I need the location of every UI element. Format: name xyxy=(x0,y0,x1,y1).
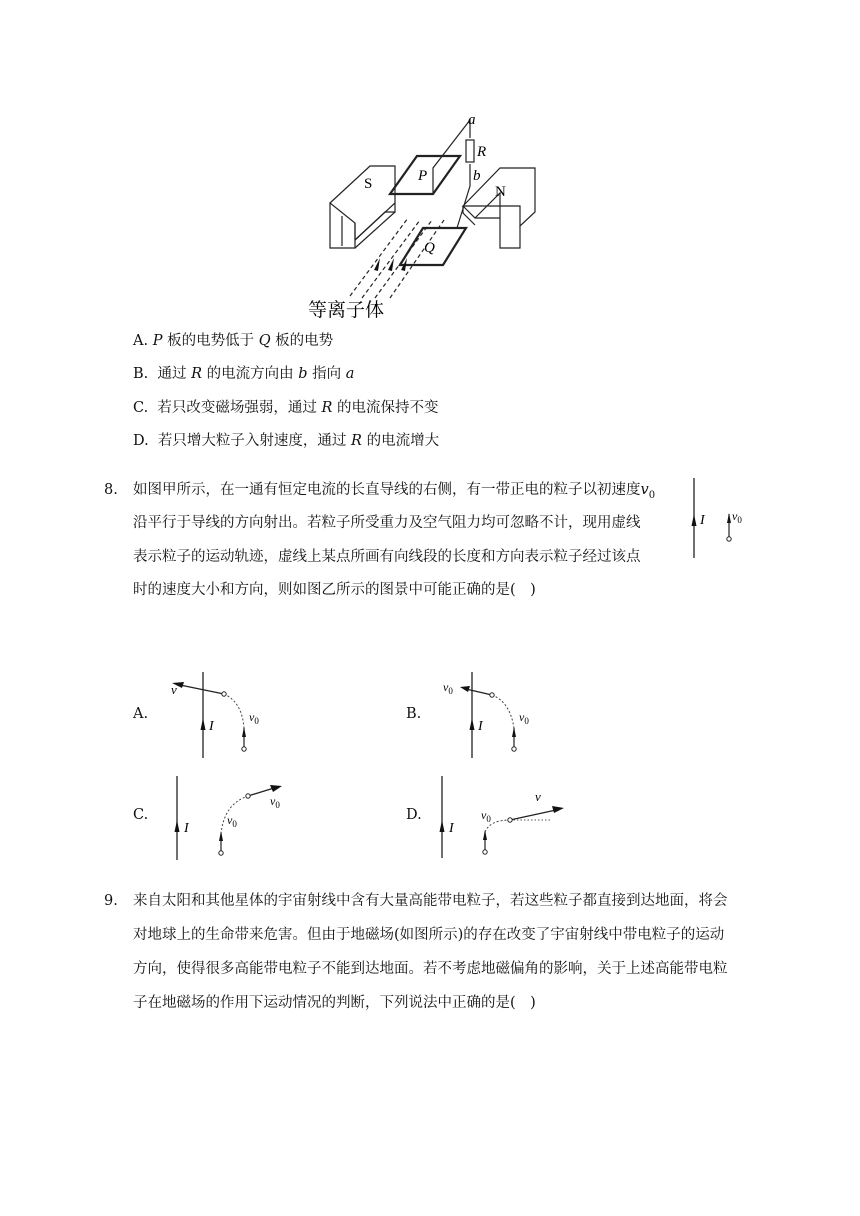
q8-line-2: 沿平行于导线的方向射出。若粒子所受重力及空气阻力均可忽略不计，现用虚线 xyxy=(133,515,641,531)
figure-jia xyxy=(690,476,760,566)
q9-line-4: 子在地磁场的作用下运动情况的判断，下列说法中正确的是( ) xyxy=(133,995,536,1011)
q8-line-4: 时的速度大小和方向，则如图乙所示的图景中可能正确的是( ) xyxy=(133,582,536,598)
svg-text:v0: $v_0$ xyxy=(270,794,280,810)
svg-text:v0: $v_0$ xyxy=(732,509,742,525)
q7-option-c[interactable]: C. 若只改变磁场强弱，通过 R 的电流保持不变 xyxy=(133,400,439,416)
label-R: R xyxy=(477,144,487,160)
q8-fig-c xyxy=(160,774,300,860)
q8-fig-a xyxy=(160,672,280,758)
plasma-caption: 等离子体 xyxy=(308,299,385,321)
q8-option-b[interactable]: B. xyxy=(406,706,422,722)
q9-line-3: 方向，使得很多高能带电粒子不能到达地面。若不考虑地磁偏角的影响，关于上述高能带电粒 xyxy=(133,961,728,977)
q9-line-1: 来自太阳和其他星体的宇宙射线中含有大量高能带电粒子，若这些粒子都直接到达地面，将会 xyxy=(133,893,728,909)
label-a: a xyxy=(468,112,476,128)
q8-option-a[interactable]: A. xyxy=(133,706,149,722)
label-P: P xyxy=(418,168,428,184)
svg-text:v: v xyxy=(171,682,177,697)
q9-number: 9. xyxy=(104,893,118,909)
q8-fig-d xyxy=(430,774,570,860)
label-b: b xyxy=(473,168,481,184)
q7-option-b[interactable]: B. 通过 R 的电流方向由 b 指向 a xyxy=(133,366,355,382)
svg-text:v0: $v_0$ xyxy=(249,710,259,726)
q8-fig-b xyxy=(430,672,550,758)
q8-line-1: 如图甲所示，在一通有恒定电流的长直导线的右侧，有一带正电的粒子以初速度$v_0$ xyxy=(133,482,656,501)
svg-text:v: v xyxy=(535,789,541,804)
svg-text:v0: $v_0$ xyxy=(227,813,237,829)
svg-text:v0: $v_0$ xyxy=(481,808,491,824)
q7-option-a[interactable]: A. P 板的电势低于 Q 板的电势 xyxy=(133,333,334,349)
svg-text:I: I xyxy=(449,821,454,836)
label-Q: Q xyxy=(424,240,435,256)
svg-text:I: I xyxy=(209,719,214,734)
q8-line-3: 表示粒子的运动轨迹，虚线上某点所画有向线段的长度和方向表示粒子经过该点 xyxy=(133,549,641,565)
q8-option-d[interactable]: D. xyxy=(406,807,422,823)
svg-text:I: I xyxy=(700,513,705,528)
svg-text:v0: $v_0$ xyxy=(519,710,529,726)
q7-option-d[interactable]: D. 若只增大粒子入射速度，通过 R 的电流增大 xyxy=(133,433,440,449)
plasma-generator-figure xyxy=(308,108,550,323)
svg-text:I: I xyxy=(184,821,189,836)
label-N: N xyxy=(495,184,506,200)
q9-line-2: 对地球上的生命带来危害。但由于地磁场(如图所示)的存在改变了宇宙射线中带电粒子的运动 xyxy=(133,927,725,943)
q8-number: 8. xyxy=(104,482,118,498)
q8-option-c[interactable]: C. xyxy=(133,807,149,823)
svg-text:v0: $v_0$ xyxy=(443,680,453,696)
svg-text:I: I xyxy=(478,719,483,734)
label-S: S xyxy=(364,176,373,192)
